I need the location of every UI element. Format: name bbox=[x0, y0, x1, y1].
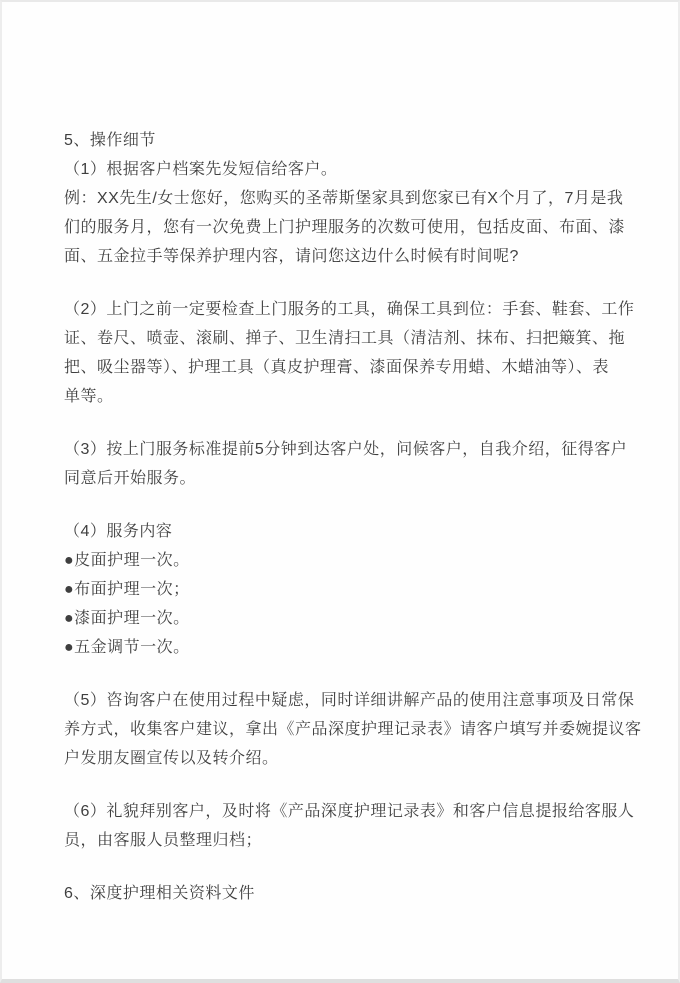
text-line: 们的服务月，您有一次免费上门护理服务的次数可使用，包括皮面、布面、漆 bbox=[64, 219, 626, 236]
text-line: （6）礼貌拜别客户，及时将《产品深度护理记录表》和客户信息提报给客服人 bbox=[64, 803, 635, 820]
heading-line: 6、深度护理相关资料文件 bbox=[64, 885, 255, 902]
text-line: （4）服务内容 bbox=[64, 523, 173, 540]
document-content bbox=[2, 2, 678, 908]
text-line: 面、五金拉手等保养护理内容，请问您这边什么时候有时间呢? bbox=[64, 248, 519, 265]
bullet-item: ●皮面护理一次。 bbox=[64, 552, 190, 569]
step-4-paragraph bbox=[64, 517, 628, 662]
step-3-paragraph bbox=[64, 435, 628, 493]
heading-line: 5、操作细节 bbox=[64, 132, 156, 149]
text-line: 证、卷尺、喷壶、滚刷、掸子、卫生清扫工具（清洁剂、抹布、扫把簸箕、拖 bbox=[64, 330, 626, 347]
text-line: 例：XX先生/女士您好，您购买的圣蒂斯堡家具到您家已有X个月了，7月是我 bbox=[64, 190, 624, 207]
step-5-paragraph bbox=[64, 686, 642, 773]
text-line: 养方式，收集客户建议，拿出《产品深度护理记录表》请客户填写并委婉提议客 bbox=[64, 721, 642, 738]
text-line: 把、吸尘器等）、护理工具（真皮护理膏、漆面保养专用蜡、木蜡油等）、表 bbox=[64, 359, 610, 376]
text-line: 户发朋友圈宣传以及转介绍。 bbox=[64, 750, 279, 767]
step-1-paragraph bbox=[64, 155, 628, 271]
step-2-paragraph bbox=[64, 295, 635, 411]
text-line: （2）上门之前一定要检查上门服务的工具，确保工具到位：手套、鞋套、工作 bbox=[64, 301, 635, 318]
bullet-item: ●布面护理一次； bbox=[64, 581, 190, 598]
text-line: （1）根据客户档案先发短信给客户。 bbox=[64, 161, 338, 178]
text-line: 单等。 bbox=[64, 388, 114, 405]
text-line: 同意后开始服务。 bbox=[64, 470, 197, 487]
bullet-item: ●五金调节一次。 bbox=[64, 639, 190, 656]
step-6-paragraph bbox=[64, 797, 635, 855]
section-5-heading bbox=[64, 126, 628, 155]
text-line: （3）按上门服务标准提前5分钟到达客户处，问候客户，自我介绍，征得客户 bbox=[64, 441, 628, 458]
bullet-item: ●漆面护理一次。 bbox=[64, 610, 190, 627]
section-6-heading bbox=[64, 879, 628, 908]
text-line: 员，由客服人员整理归档； bbox=[64, 832, 263, 849]
text-line: （5）咨询客户在使用过程中疑虑，同时详细讲解产品的使用注意事项及日常保 bbox=[64, 692, 635, 709]
